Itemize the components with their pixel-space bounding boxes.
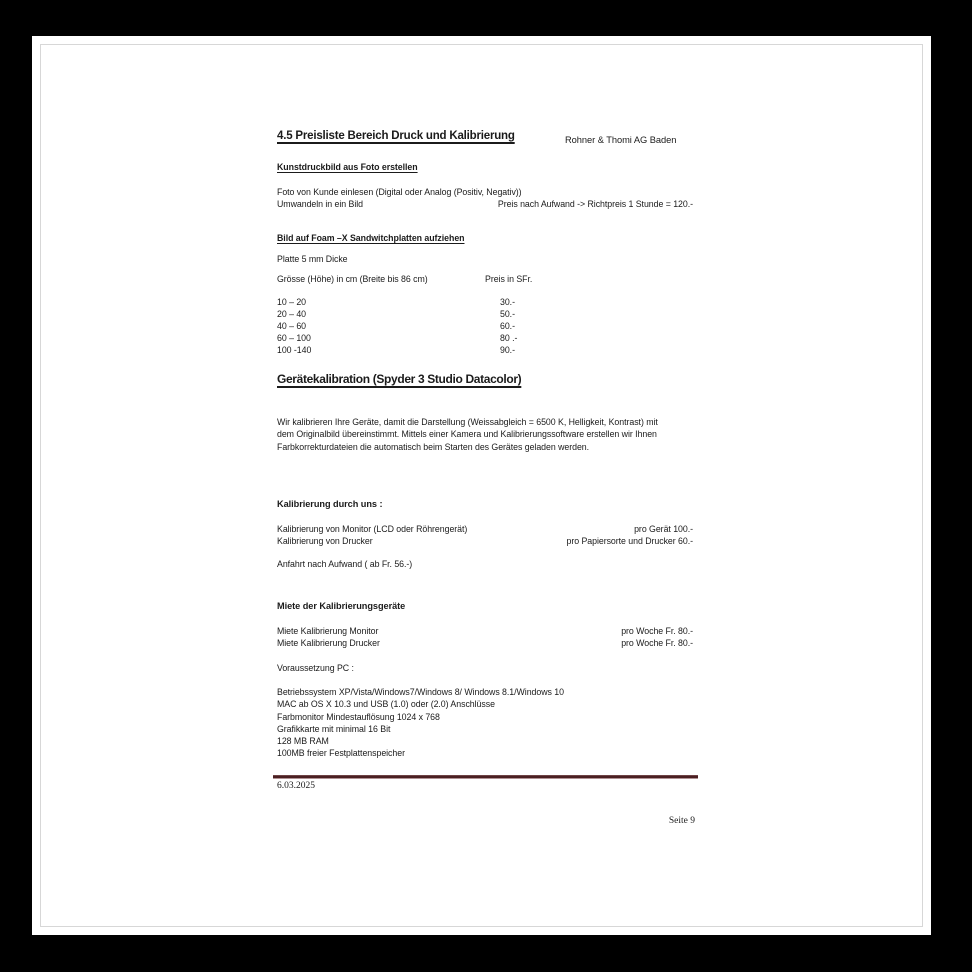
row-price: 30.- xyxy=(500,297,515,307)
price-line xyxy=(277,626,693,636)
pc-requirement: 100MB freier Festplattenspeicher xyxy=(277,748,405,759)
price-line xyxy=(277,524,693,534)
price-line xyxy=(277,638,693,648)
kunstdruck-line2 xyxy=(277,199,693,209)
paragraph-line: Wir kalibrieren Ihre Geräte, damit die Darstellung (Weissabgleich = 6500 K, Helligkeit, Kontrast) mit xyxy=(277,417,658,427)
calibration-paragraph xyxy=(277,417,658,454)
price-line-value: pro Papiersorte und Drucker 60.- xyxy=(566,536,693,546)
footer-date: 6.03.2025 xyxy=(277,781,315,791)
table-row xyxy=(277,297,693,307)
price-line xyxy=(277,536,693,546)
pc-requirement: Farbmonitor Mindestauflösung 1024 x 768 xyxy=(277,711,440,722)
pc-requirements-list xyxy=(277,687,564,761)
row-size: 10 – 20 xyxy=(277,297,307,307)
row-price: 50.- xyxy=(500,309,515,319)
page-border xyxy=(40,44,923,927)
price-line-value: pro Woche Fr. 80.- xyxy=(621,638,693,648)
document-page xyxy=(32,36,931,935)
section-heading-foam: Bild auf Foam –X Sandwitchplatten aufziehen xyxy=(277,233,465,243)
price-line-label: Kalibrierung von Monitor (LCD oder Röhrengerät) xyxy=(277,524,468,534)
row-size: 40 – 60 xyxy=(277,321,307,331)
price-line-value: pro Gerät 100.- xyxy=(634,524,693,534)
pc-requirement: MAC ab OS X 10.3 und USB (1.0) oder (2.0) Anschlüsse xyxy=(277,699,495,710)
paragraph-line: dem Originalbild übereinstimmt. Mittels einer Kamera und Kalibrierungssoftware erstellen wir Ihnen xyxy=(277,429,657,440)
row-price: 60.- xyxy=(500,321,515,331)
kunstdruck-line1: Foto von Kunde einlesen (Digital oder Analog (Positiv, Negativ)) xyxy=(277,187,522,197)
price-line-value: pro Woche Fr. 80.- xyxy=(621,626,693,636)
section-heading-by-us: Kalibrierung durch uns : xyxy=(277,499,383,509)
row-price: 90.- xyxy=(500,345,515,355)
kunstdruck-line2-label: Umwandeln in ein Bild xyxy=(277,199,363,209)
paragraph-line: Farbkorrekturdateien die automatisch beim Starten des Gerätes geladen werden. xyxy=(277,441,590,452)
section-heading-kunstdruck: Kunstdruckbild aus Foto erstellen xyxy=(277,162,418,172)
table-row xyxy=(277,309,693,319)
price-line-label: Miete Kalibrierung Drucker xyxy=(277,638,380,648)
section-heading-pc: Voraussetzung PC : xyxy=(277,663,354,673)
table-row xyxy=(277,333,693,343)
row-size: 60 – 100 xyxy=(277,333,311,343)
table-row xyxy=(277,345,693,355)
row-size: 20 – 40 xyxy=(277,309,307,319)
pc-requirement: Grafikkarte mit minimal 16 Bit xyxy=(277,723,391,734)
section-heading-calibration: Gerätekalibration (Spyder 3 Studio Datacolor) xyxy=(277,372,522,386)
row-price: 80 .- xyxy=(500,333,518,343)
section-heading-rental: Miete der Kalibrierungsgeräte xyxy=(277,601,406,611)
pc-requirement: 128 MB RAM xyxy=(277,736,329,747)
table-row xyxy=(277,321,693,331)
page-number: Seite 9 xyxy=(668,816,695,826)
column-header-size: Grösse (Höhe) in cm (Breite bis 86 cm) xyxy=(277,274,428,284)
footer-rule xyxy=(273,775,698,779)
foam-table-header xyxy=(277,274,693,284)
company-name: Rohner & Thomi AG Baden xyxy=(565,135,677,145)
kunstdruck-line2-price: Preis nach Aufwand -> Richtpreis 1 Stunde = 120.- xyxy=(497,199,693,209)
travel-note: Anfahrt nach Aufwand ( ab Fr. 56.-) xyxy=(277,559,413,569)
price-line-label: Kalibrierung von Drucker xyxy=(277,536,373,546)
row-size: 100 -140 xyxy=(277,345,312,355)
column-header-price: Preis in SFr. xyxy=(485,274,533,284)
pc-requirement: Betriebssystem XP/Vista/Windows7/Windows 8/ Windows 8.1/Windows 10 xyxy=(277,687,564,697)
foam-note: Platte 5 mm Dicke xyxy=(277,254,348,264)
page-title: 4.5 Preisliste Bereich Druck und Kalibrierung xyxy=(277,130,515,142)
price-line-label: Miete Kalibrierung Monitor xyxy=(277,626,379,636)
